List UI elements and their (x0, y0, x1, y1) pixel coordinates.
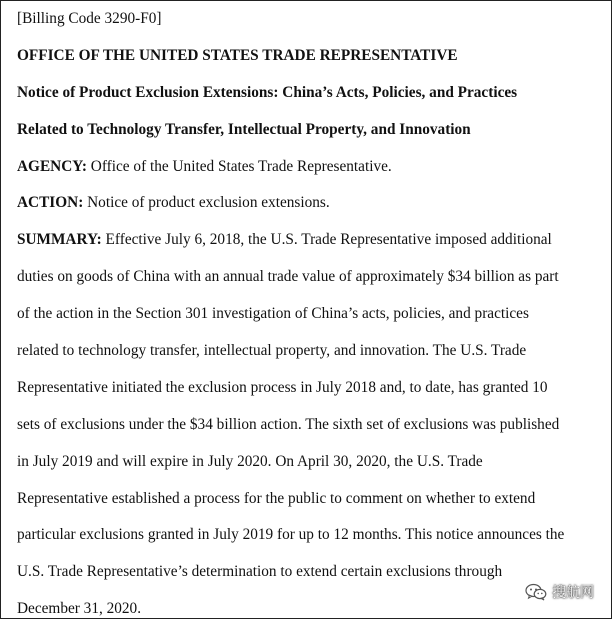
wechat-icon (525, 583, 547, 601)
notice-title-line-1: Notice of Product Exclusion Extensions: China’s Acts, Policies, and Practices (17, 83, 518, 101)
action-line (17, 188, 607, 225)
watermark (525, 582, 594, 602)
billing-code: [Billing Code 3290-F0] (17, 10, 162, 27)
summary-line: Representative established a process for the public to comment on whether to extend (17, 489, 536, 507)
summary-line: duties on goods of China with an annual trade value of approximately $34 billion as part (17, 268, 559, 286)
summary-line: particular exclusions granted in July 2019 for up to 12 months. This notice announces the (17, 526, 565, 544)
document-body (17, 4, 607, 631)
summary-line: related to technology transfer, intellectual property, and innovation. The U.S. Trade (17, 342, 527, 360)
summary-line: Representative initiated the exclusion process in July 2018 and, to date, has granted 10 (17, 378, 548, 396)
office-heading: OFFICE OF THE UNITED STATES TRADE REPRESENTATIVE (17, 46, 458, 64)
watermark-text: 搜航网 (552, 585, 594, 601)
action-label: ACTION: (17, 194, 84, 212)
summary-text: Effective July 6, 2018, the U.S. Trade Representative imposed additional (101, 231, 552, 249)
summary-line: December 31, 2020. (17, 600, 142, 618)
summary-line: U.S. Trade Representative’s determination to extend certain exclusions through (17, 563, 503, 581)
agency-line (17, 152, 607, 189)
summary-line: in July 2019 and will expire in July 2020. On April 30, 2020, the U.S. Trade (17, 452, 483, 470)
summary-line: of the action in the Section 301 investigation of China’s acts, policies, and practices (17, 305, 529, 323)
notice-title-line-2: Related to Technology Transfer, Intellectual Property, and Innovation (17, 120, 471, 138)
summary-line: sets of exclusions under the $34 billion action. The sixth set of exclusions was published (17, 415, 560, 433)
summary-line (17, 225, 607, 262)
action-text: Notice of product exclusion extensions. (83, 194, 330, 212)
summary-label: SUMMARY: (17, 231, 102, 249)
agency-label: AGENCY: (17, 157, 87, 175)
agency-text: Office of the United States Trade Representative. (86, 157, 392, 175)
